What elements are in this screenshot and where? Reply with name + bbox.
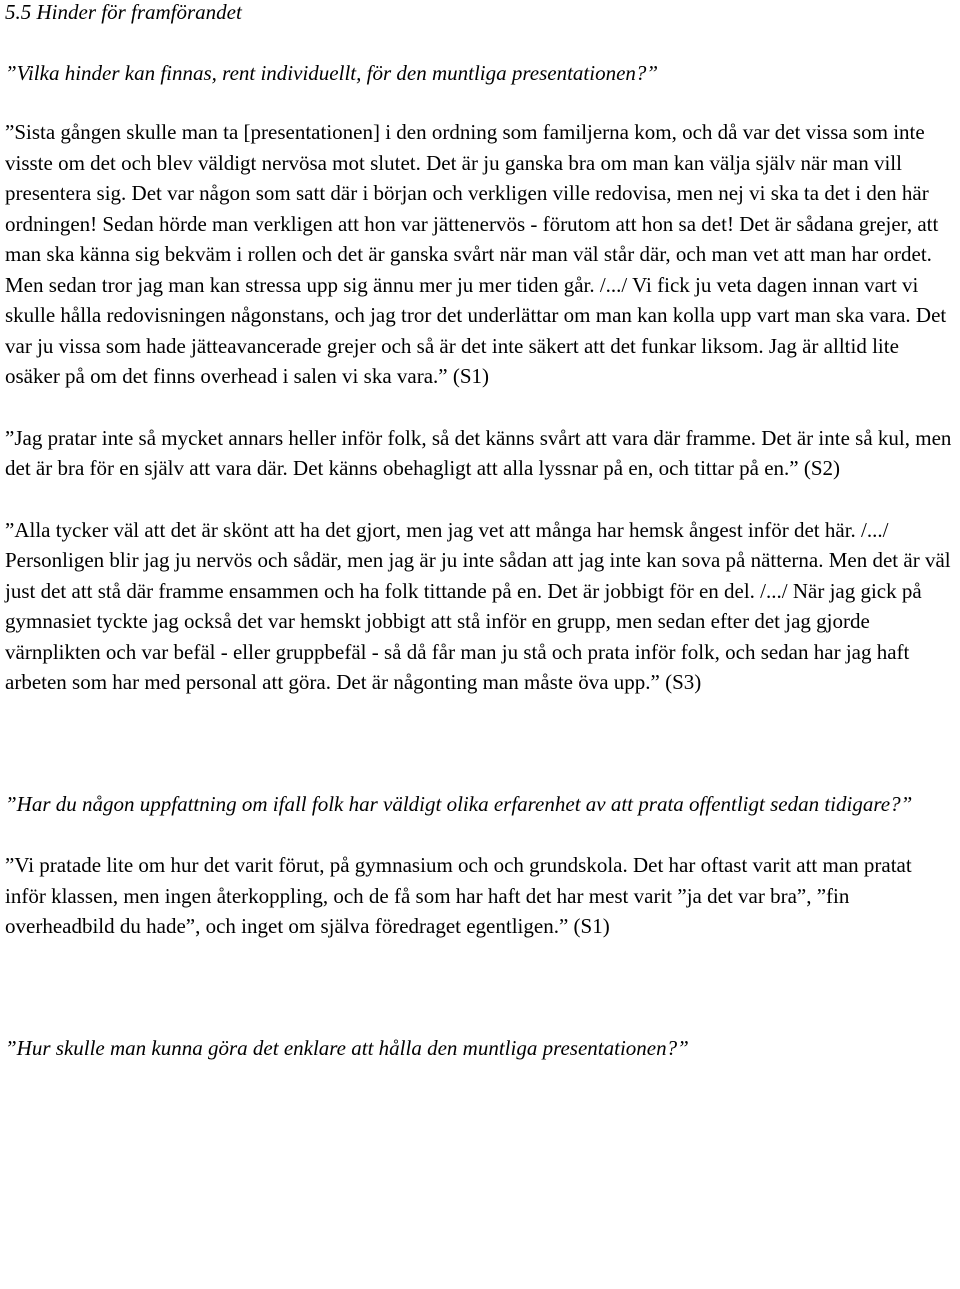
interview-answer-s1: ”Sista gången skulle man ta [presentationen] i den ordning som familjerna kom, och då var det vissa som inte visste om det och blev väldigt nervösa mot slutet. Det är ju ganska bra om man kan välja själv när man vill presentera sig. Det var någon som satt där i början och verkligen ville redovisa, men nej vi ska ta det i den här ordningen! Sedan hörde man verkligen att hon var jättenervös - förutom att hon sa det! Det är sådana grejer, att man ska känna sig bekväm i rollen och det är ganska svårt när man väl står där, och man vet att man har ordet. Men sedan tror jag man kan stressa upp sig ännu mer ju mer tiden går. /.../ Vi fick ju veta dagen innan vart vi skulle hålla redovisningen någonstans, och jag tror det underlättar om man kan kolla upp vart man ska vara. Det var ju vissa som hade jätteavancerade grejer och så är det inte säkert att det funkar liksom. Jag är alltid lite osäker på om det finns overhead i salen vi ska vara.” (S1) [5, 120, 947, 388]
interview-answer-s1: ”Vi pratade lite om hur det varit förut, på gymnasium och och grundskola. Det har oftast varit att man pratat inför klassen, men ingen återkoppling, och de få som har haft det har mest varit ”ja det var bra”, ”fin overheadbild du hade”, och inget om själva föredraget egentligen.” (S1) [5, 853, 912, 938]
spacer [5, 819, 957, 850]
spacer [5, 942, 957, 1033]
section-title: 5.5 Hinder för framförandet [5, 0, 242, 24]
spacer [5, 698, 957, 789]
interview-answer-s3: ”Alla tycker väl att det är skönt att ha det gjort, men jag vet att många har hemsk ångest inför det här. /.../ Personligen blir jag ju nervös och sådär, men jag är ju inte sådan att jag inte kan sova på nätterna. Men det är väl just det att stå där framme ensammen och ha folk tittande på en. Det är jobbigt för en del. /.../ När jag gick på gymnasiet tyckte jag också det var hemskt jobbigt att stå inför en grupp, men sedan efter det jag gjorde värnplikten och var befäl - eller gruppbefäl - så då får man ju stå och prata inför folk, och sedan har jag haft arbeten som har med personal att göra. Det är någonting man måste öva upp.” (S3) [5, 517, 951, 694]
interview-question: ”Vilka hinder kan finnas, rent individuellt, för den muntliga presentationen?” [5, 60, 659, 85]
spacer [5, 88, 957, 117]
interview-question: ”Hur skulle man kunna göra det enklare att hålla den muntliga presentationen?” [5, 1035, 689, 1060]
spacer [5, 484, 957, 515]
interview-answer-s2: ”Jag pratar inte så mycket annars heller inför folk, så det känns svårt att vara där framme. Det är inte så kul, men det är bra för en själv att vara där. Det känns obehagligt att alla lyssnar på en, och tittar på en.” (S2) [5, 425, 952, 480]
document-page [5, 0, 957, 1063]
spacer [5, 392, 957, 423]
spacer [5, 28, 957, 58]
interview-question: ”Har du någon uppfattning om ifall folk har väldigt olika erfarenhet av att prata offentligt sedan tidigare?” [5, 791, 913, 816]
